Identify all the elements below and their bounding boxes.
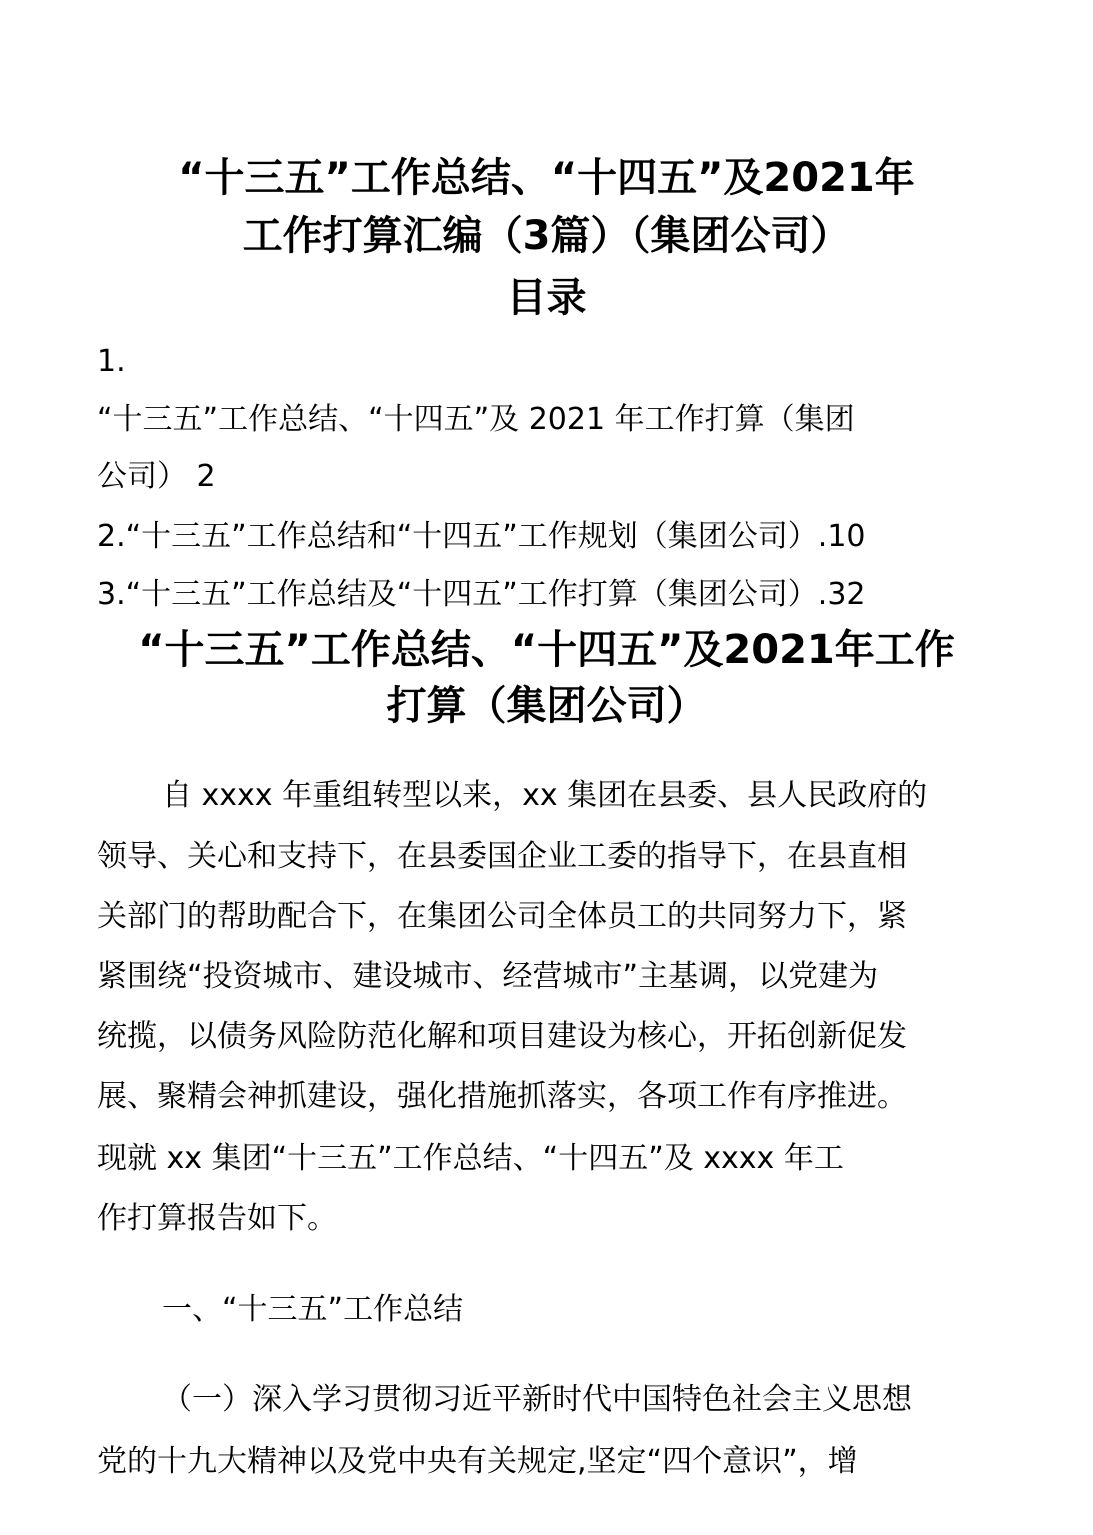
paragraph-line-1: 自 xxxx 年重组转型以来，xx 集团在县委、县人民政府的 [162, 778, 928, 813]
toc-item-1-line-1: “十三五”工作总结、“十四五”及 2021 年工作打算（集团 [97, 402, 855, 437]
toc-item-2: 2.“十三五”工作总结和“十四五”工作规划（集团公司）.10 [97, 519, 866, 554]
paragraph-line-5: 统揽，以债务风险防范化解和项目建设为核心，开拓创新促发 [97, 1019, 907, 1054]
subheading-1-line-1: （一）深入学习贯彻习近平新时代中国特色社会主义思想 [162, 1382, 912, 1417]
toc-item-1-number: 1. [97, 344, 126, 379]
toc-item-1-line-2: 公司） 2 [97, 459, 216, 494]
paragraph-line-2: 领导、关心和支持下，在县委国企业工委的指导下，在县直相 [97, 839, 907, 874]
section-title-line-2: 打算（集团公司） [386, 683, 707, 729]
section-title-line-1: “十三五”工作总结、“十四五”及2021年工作 [138, 627, 955, 673]
paragraph-line-7: 现就 xx 集团“十三五”工作总结、“十四五”及 xxxx 年工 [97, 1141, 844, 1176]
paragraph-line-8: 作打算报告如下。 [97, 1201, 337, 1236]
subheading-1-line-2: 党的十九大精神以及党中央有关规定,坚定“四个意识”，增 [97, 1444, 858, 1479]
heading-1: 一、“十三五”工作总结 [162, 1292, 464, 1327]
toc-item-3: 3.“十三五”工作总结及“十四五”工作打算（集团公司）.32 [97, 577, 866, 612]
main-title-line-1: “十三五”工作总结、“十四五”及2021年 [178, 155, 915, 201]
paragraph-line-6: 展、聚精会神抓建设，强化措施抓落实，各项工作有序推进。 [97, 1079, 907, 1114]
paragraph-line-4: 紧围绕“投资城市、建设城市、经营城市”主基调，以党建为 [97, 959, 879, 994]
paragraph-line-3: 关部门的帮助配合下，在集团公司全体员工的共同努力下，紧 [97, 899, 907, 934]
toc-heading: 目录 [506, 275, 587, 321]
main-title-line-2: 工作打算汇编（3篇）（集团公司） [242, 213, 851, 259]
